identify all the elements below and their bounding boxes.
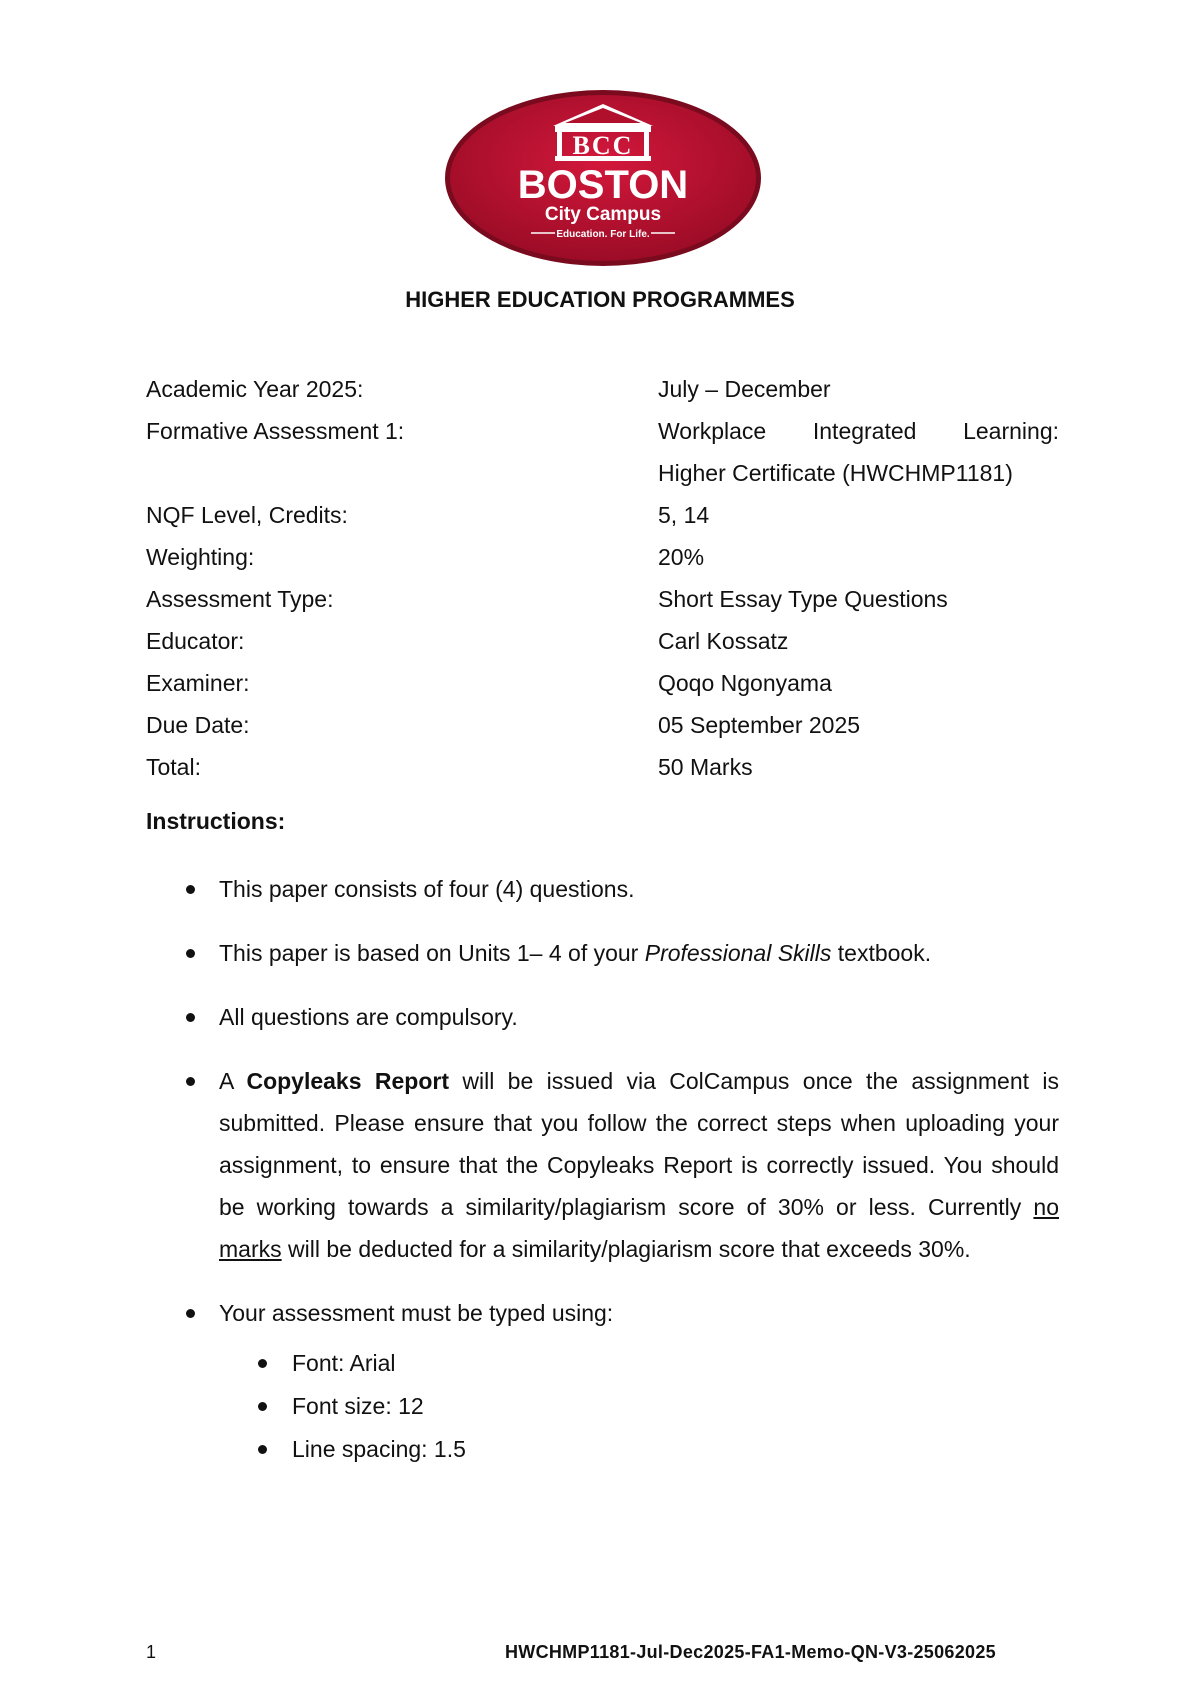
emphasis-no-marks: no marks bbox=[219, 1194, 1059, 1262]
text-run: A bbox=[219, 1068, 247, 1094]
info-label: Weighting: bbox=[146, 544, 255, 570]
bullet-icon bbox=[258, 1359, 267, 1368]
info-label: Due Date: bbox=[146, 712, 250, 738]
info-label: Total: bbox=[146, 754, 201, 780]
sub-instruction-text: Line spacing: 1.5 bbox=[292, 1436, 466, 1462]
info-value: Qoqo Ngonyama bbox=[658, 670, 832, 696]
text-run: This paper is based on Units 1– 4 of your bbox=[219, 940, 645, 966]
page-number: 1 bbox=[146, 1642, 157, 1662]
logo-tagline: Education. For Life. bbox=[556, 229, 650, 240]
logo-initials: BCC bbox=[572, 131, 634, 160]
info-row-nqf bbox=[146, 494, 1059, 536]
info-value: Short Essay Type Questions bbox=[658, 586, 948, 612]
logo-subtitle: City Campus bbox=[544, 204, 662, 225]
logo-name: BOSTON bbox=[517, 163, 689, 207]
sub-instruction-text: Font size: 12 bbox=[292, 1393, 424, 1419]
boston-city-campus-logo bbox=[443, 88, 763, 268]
info-row-academic-year bbox=[146, 368, 1059, 410]
instructions-title: Instructions: bbox=[146, 808, 286, 834]
text-run: will be deducted for a similarity/plagiarism score that exceeds 30%. bbox=[281, 1236, 971, 1262]
info-row-educator bbox=[146, 620, 1059, 662]
info-label: Assessment Type: bbox=[146, 586, 334, 612]
info-value: July – December bbox=[658, 376, 831, 402]
sub-instruction-item bbox=[292, 1428, 1059, 1471]
info-value: 20% bbox=[658, 544, 705, 570]
info-label: Educator: bbox=[146, 628, 245, 654]
instruction-item bbox=[146, 1060, 1059, 1270]
instruction-text: This paper consists of four (4) questions. bbox=[219, 876, 635, 902]
info-row-weighting bbox=[146, 536, 1059, 578]
instruction-item bbox=[146, 932, 1059, 974]
bullet-icon bbox=[186, 1077, 195, 1086]
sub-instruction-item bbox=[292, 1385, 1059, 1428]
copyleaks-report-label: Copyleaks Report bbox=[246, 1068, 449, 1094]
bullet-icon bbox=[186, 1309, 195, 1318]
instruction-text bbox=[219, 932, 1059, 974]
page-heading: HIGHER EDUCATION PROGRAMMES bbox=[405, 287, 795, 312]
instruction-text: All questions are compulsory. bbox=[219, 1004, 518, 1030]
text-run: textbook. bbox=[831, 940, 932, 966]
info-value: Carl Kossatz bbox=[658, 628, 789, 654]
text-run: will be issued via ColCampus once the assignment is submitted. Please ensure that you follow the correct steps when uploading your assignment, to ensure that the Copyleaks Report is correctly issued. You should be working towards a similarity/plagiarism score of 30% or less. Currently bbox=[219, 1068, 1059, 1220]
info-row-formative bbox=[146, 410, 1059, 494]
instructions-list bbox=[146, 868, 1059, 1493]
info-label: Academic Year 2025: bbox=[146, 376, 364, 402]
info-row-total bbox=[146, 746, 1059, 788]
instruction-item bbox=[146, 868, 1059, 910]
bullet-icon bbox=[186, 885, 195, 894]
instruction-item bbox=[146, 996, 1059, 1038]
info-value: Higher Certificate (HWCHMP1181) bbox=[658, 460, 1013, 486]
bullet-icon bbox=[258, 1402, 267, 1411]
info-label: Examiner: bbox=[146, 670, 250, 696]
bullet-icon bbox=[258, 1445, 267, 1454]
bullet-icon bbox=[186, 949, 195, 958]
info-value: Workplace Integrated Learning: bbox=[658, 418, 1059, 444]
assessment-info-table bbox=[146, 368, 1059, 788]
info-label: NQF Level, Credits: bbox=[146, 502, 348, 528]
info-row-due-date bbox=[146, 704, 1059, 746]
document-code: HWCHMP1181-Jul-Dec2025-FA1-Memo-QN-V3-25062025 bbox=[505, 1642, 996, 1662]
sub-instruction-text: Font: Arial bbox=[292, 1350, 396, 1376]
formatting-requirements-list bbox=[219, 1342, 1059, 1471]
instruction-text: Your assessment must be typed using: bbox=[219, 1300, 614, 1326]
info-label: Formative Assessment 1: bbox=[146, 418, 405, 444]
instruction-item bbox=[146, 1292, 1059, 1471]
sub-instruction-item bbox=[292, 1342, 1059, 1385]
info-value: 5, 14 bbox=[658, 502, 710, 528]
info-row-examiner bbox=[146, 662, 1059, 704]
info-value: 50 Marks bbox=[658, 754, 753, 780]
info-value: 05 September 2025 bbox=[658, 712, 861, 738]
instruction-text bbox=[219, 1060, 1059, 1270]
bullet-icon bbox=[186, 1013, 195, 1022]
info-row-assessment-type bbox=[146, 578, 1059, 620]
textbook-title: Professional Skills bbox=[644, 940, 832, 966]
info-value-group bbox=[658, 410, 1059, 494]
